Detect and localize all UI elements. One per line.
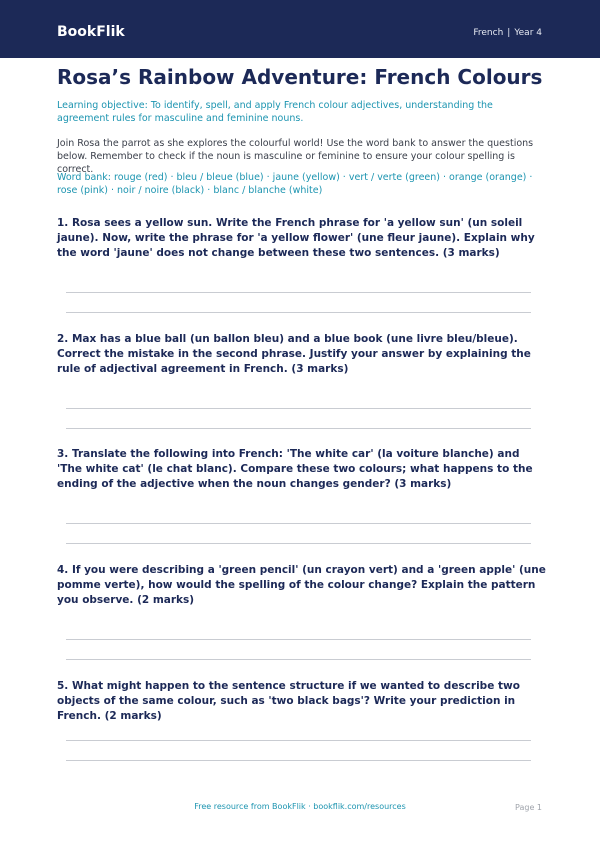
- answer-line[interactable]: [66, 760, 531, 761]
- answer-line[interactable]: [66, 428, 531, 429]
- page-number: Page 1: [515, 803, 542, 812]
- question-4: 4. If you were describing a 'green pencil' (un crayon vert) and a 'green apple' (une pomme verte), how would the spelling of the colour change? Explain the pattern you observe. (2 marks): [57, 564, 546, 606]
- learning-objective: Learning objective: To identify, spell, and apply French colour adjectives, understanding the agreement rules for masculine and feminine nouns.: [57, 100, 493, 124]
- worksheet-title: Rosa’s Rainbow Adventure: French Colours: [57, 65, 543, 89]
- answer-line[interactable]: [66, 408, 531, 409]
- footer-credit[interactable]: Free resource from BookFlik · bookflik.com/resources: [194, 802, 406, 811]
- subject-label: French: [473, 28, 504, 38]
- brand-logo-text[interactable]: BookFlik: [57, 24, 125, 40]
- question-2: 2. Max has a blue ball (un ballon bleu) and a blue book (une livre bleu/bleue). Correct the mistake in the second phrase. Justify your answer by explaining the rule of adjectival agreement in French. (3 marks): [57, 333, 531, 375]
- meta-separator: |: [507, 28, 511, 38]
- page-header: [0, 0, 600, 58]
- answer-line[interactable]: [66, 740, 531, 741]
- answer-line[interactable]: [66, 523, 531, 524]
- intro-text: Join Rosa the parrot as she explores the colourful world! Use the word bank to answer the questions below. Remember to check if the noun is masculine or feminine to ensure your colour spelling is correct.: [57, 138, 534, 175]
- answer-line[interactable]: [66, 659, 531, 660]
- question-5: 5. What might happen to the sentence structure if we wanted to describe two objects of the same colour, such as 'two black bags'? Write your prediction in French. (2 marks): [57, 680, 520, 722]
- word-bank: Word bank: rouge (red) · bleu / bleue (blue) · jaune (yellow) · vert / verte (green) · orange (orange) · rose (pink) · noir / noire (black) · blanc / blanche (white): [57, 172, 533, 196]
- year-label: Year 4: [514, 28, 542, 38]
- answer-line[interactable]: [66, 292, 531, 293]
- question-3: 3. Translate the following into French: 'The white car' (la voiture blanche) and 'The white cat' (le chat blanc). Compare these two colours; what happens to the ending of the adjective when the noun changes gender? (3 marks): [57, 448, 533, 490]
- question-1: 1. Rosa sees a yellow sun. Write the French phrase for 'a yellow sun' (un soleil jaune). Now, write the phrase for 'a yellow flower' (une fleur jaune). Explain why the word 'jaune' does not change between these two sentences. (3 marks): [57, 217, 535, 259]
- answer-line[interactable]: [66, 639, 531, 640]
- subject-meta: [473, 27, 542, 39]
- answer-line[interactable]: [66, 543, 531, 544]
- answer-line[interactable]: [66, 312, 531, 313]
